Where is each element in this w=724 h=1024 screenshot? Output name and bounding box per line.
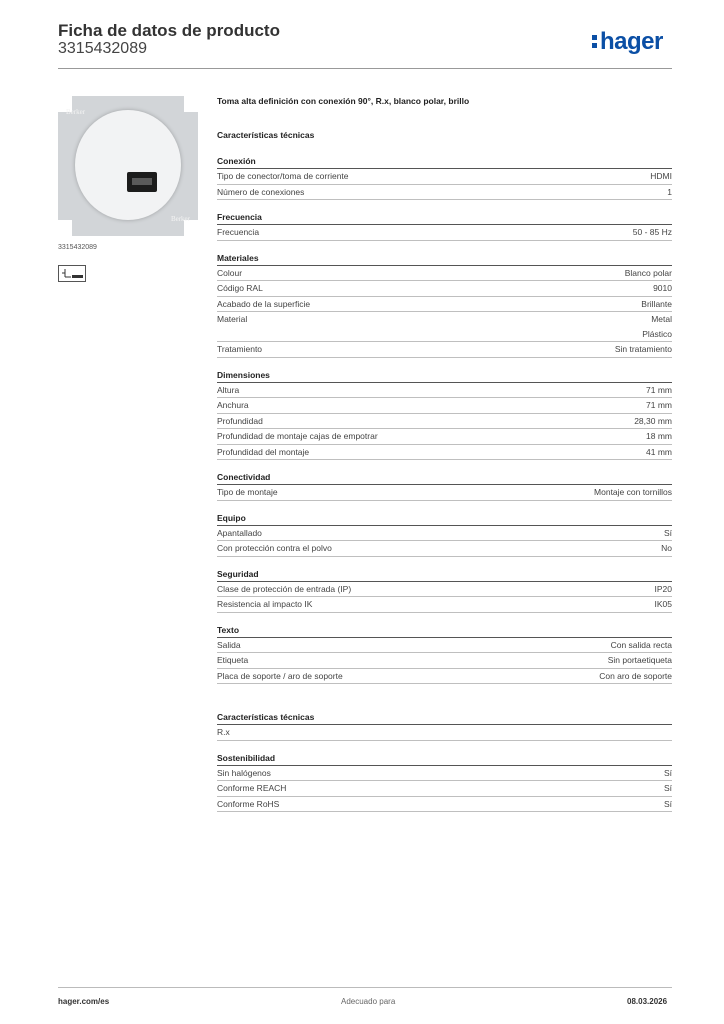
header-divider [58, 68, 672, 69]
spec-label: Tipo de conector/toma de corriente [217, 171, 349, 181]
spec-label: Colour [217, 267, 243, 278]
image-brand-bottom: Berker [170, 215, 190, 223]
spec-label: Clase de protección de entrada (IP) [217, 583, 352, 594]
spec-value: IP20 [654, 583, 672, 594]
spec-row [217, 383, 672, 399]
spec-row [217, 266, 672, 282]
spec-group [217, 511, 672, 557]
footer-divider [58, 987, 672, 988]
product-code-header: 3315432089 [58, 40, 147, 57]
spec-value: Sí [663, 798, 672, 809]
spec-row [217, 766, 672, 782]
page-title: Ficha de datos de producto [58, 21, 280, 40]
spec-label: Profundidad de montaje cajas de empotrar [217, 431, 378, 441]
spec-group [217, 751, 672, 813]
spec-group [217, 623, 672, 685]
spec-label: Conforme REACH [217, 783, 287, 793]
spec-row [217, 342, 672, 358]
spec-row [217, 526, 672, 542]
spec-value: 9010 [653, 283, 672, 293]
spec-label: Altura [217, 384, 240, 395]
logo-text: hager [600, 28, 663, 55]
spec-row [217, 653, 672, 669]
spec-row [217, 312, 672, 342]
spec-row [217, 597, 672, 613]
hdmi-symbol-icon [58, 265, 86, 282]
spec-value: 71 mm [646, 400, 672, 410]
spec-groups-secondary [217, 710, 672, 812]
spec-group [217, 251, 672, 358]
spec-value: HDMI [650, 171, 672, 181]
spec-group-title: Frecuencia [217, 210, 672, 225]
spec-row [217, 185, 672, 201]
spec-label: Salida [217, 639, 241, 650]
spec-row [217, 638, 672, 654]
spec-label: Acabado de la superficie [217, 298, 311, 309]
spec-label: Profundidad del montaje [217, 446, 310, 457]
spec-row [217, 445, 672, 461]
tech-section-title: Características técnicas [217, 130, 315, 140]
spec-row [217, 725, 672, 741]
spec-label: Profundidad [217, 415, 263, 426]
spec-value: Blanco polar [624, 267, 672, 278]
logo-dots-icon [592, 32, 598, 50]
spec-group-title: Texto [217, 623, 672, 638]
datasheet-content [217, 96, 672, 822]
spec-row [217, 414, 672, 430]
spec-value: Con salida recta [610, 639, 672, 650]
spec-value: Con aro de soporte [599, 670, 672, 681]
spec-value: Sin portaetiqueta [607, 655, 672, 665]
spec-label: R.x [217, 727, 230, 737]
spec-label: Código RAL [217, 283, 263, 293]
spec-row [217, 582, 672, 598]
spec-value: Sí [663, 527, 672, 538]
spec-group [217, 210, 672, 241]
spec-value: 71 mm [646, 384, 672, 395]
spec-row [217, 669, 672, 685]
hager-logo [592, 28, 663, 56]
spec-label: Placa de soporte / aro de soporte [217, 670, 343, 681]
spec-row [217, 429, 672, 445]
spec-group [217, 368, 672, 461]
spec-label: Anchura [217, 400, 249, 410]
image-brand-top: Berker [66, 108, 86, 116]
spec-label: Resistencia al impacto IK [217, 599, 313, 609]
spec-group-title: Dimensiones [217, 368, 672, 383]
spec-value: IK05 [654, 599, 672, 609]
socket-cover [75, 110, 181, 220]
spec-value: Brillante [641, 298, 672, 309]
spec-value: No [661, 543, 672, 553]
spec-group-title: Seguridad [217, 567, 672, 582]
footer-date: 08.03.2026 [627, 997, 668, 1006]
spec-label: Etiqueta [217, 655, 249, 665]
spec-group [217, 710, 672, 741]
spec-group [217, 567, 672, 613]
spec-row [217, 225, 672, 241]
spec-label: Número de conexiones [217, 186, 305, 197]
spec-group-title: Equipo [217, 511, 672, 526]
spec-group-title: Características técnicas [217, 710, 672, 725]
spec-group [217, 154, 672, 200]
spec-label: Con protección contra el polvo [217, 543, 332, 553]
spec-value: 41 mm [646, 446, 672, 457]
spec-value: Sí [663, 767, 672, 778]
spec-label: Material [217, 314, 248, 324]
spec-value: 28,30 mm [634, 415, 672, 426]
spec-row [217, 541, 672, 557]
spec-label: Sin halógenos [217, 767, 271, 778]
spec-row [217, 297, 672, 313]
spec-group [217, 470, 672, 501]
spec-value: Sin tratamiento [614, 344, 672, 354]
hdmi-port-icon [127, 172, 157, 192]
spec-group-title: Conectividad [217, 470, 672, 485]
spec-row [217, 169, 672, 185]
product-description: Toma alta definición con conexión 90°, R.x, blanco polar, brillo [217, 96, 470, 106]
product-image [58, 96, 198, 236]
spec-value: Sí [663, 783, 672, 793]
spec-value: 1 [667, 186, 672, 197]
spec-row [217, 781, 672, 797]
spec-row [217, 797, 672, 813]
spec-group-title: Materiales [217, 251, 672, 266]
spec-row [217, 398, 672, 414]
spec-label: Apantallado [217, 527, 262, 538]
spec-group-title: Sostenibilidad [217, 751, 672, 766]
footer-center-text: Adecuado para [341, 997, 396, 1006]
spec-value: 50 - 85 Hz [632, 227, 672, 237]
spec-label: Conforme RoHS [217, 798, 280, 809]
spec-value: Montaje con tornillos [594, 487, 672, 497]
footer-website: hager.com/es [58, 997, 110, 1006]
spec-row [217, 485, 672, 501]
spec-label: Tratamiento [217, 344, 263, 354]
spec-groups [217, 154, 672, 684]
spec-value: Metal Plástico [642, 314, 672, 339]
product-code-caption: 3315432089 [58, 244, 97, 251]
spec-label: Frecuencia [217, 227, 260, 237]
spec-value: 18 mm [646, 431, 672, 441]
spec-group-title: Conexión [217, 154, 672, 169]
spec-label: Tipo de montaje [217, 487, 278, 497]
spec-row [217, 281, 672, 297]
